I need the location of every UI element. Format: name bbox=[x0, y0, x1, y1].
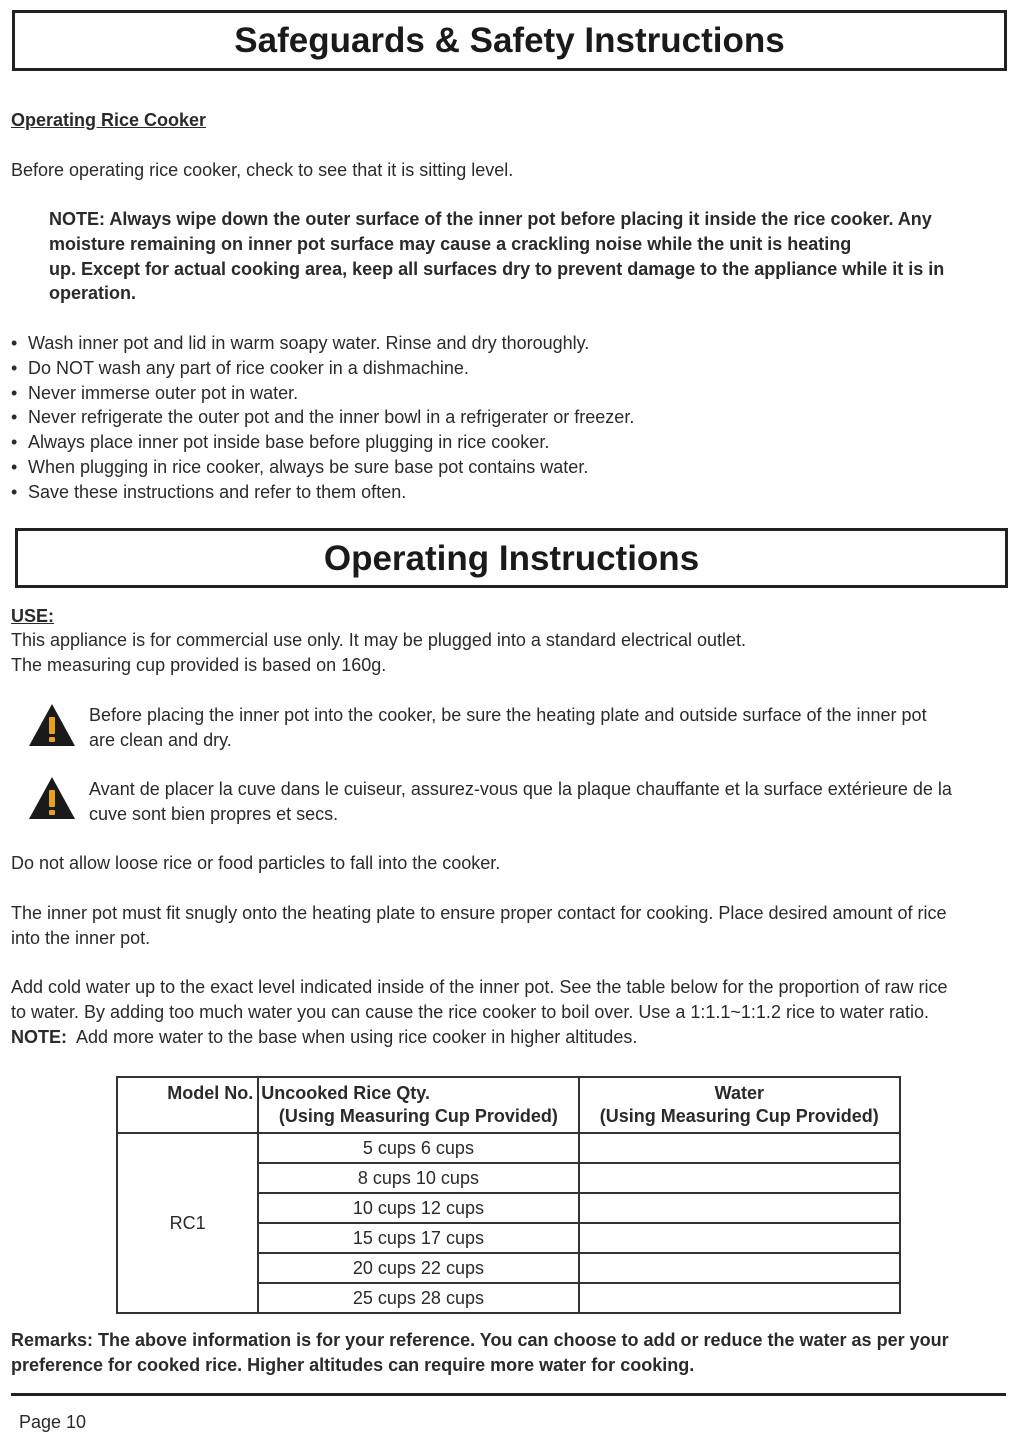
altitude-note bbox=[11, 1025, 637, 1050]
safeguards-title-box bbox=[12, 10, 1007, 71]
loose-rice-text: Do not allow loose rice or food particles to fall into the cooker. bbox=[11, 853, 501, 873]
model-no-header: Model No. bbox=[117, 1077, 258, 1133]
footer-divider bbox=[11, 1393, 1006, 1396]
water-line: Add cold water up to the exact level indicated inside of the inner pot. See the table below for the proportion of raw rice bbox=[11, 977, 948, 997]
rice-water-table bbox=[116, 1076, 901, 1314]
list-item: • Save these instructions and refer to them often. bbox=[11, 480, 634, 505]
safeguards-note bbox=[49, 207, 1009, 306]
list-item: • Always place inner pot inside base before plugging in rice cooker. bbox=[11, 430, 634, 455]
rice-qty-cell: 10 cups 12 cups bbox=[258, 1193, 578, 1223]
intro-text: Before operating rice cooker, check to see that it is sitting level. bbox=[11, 160, 514, 180]
operating-title: Operating Instructions bbox=[323, 539, 700, 578]
list-item: • Never refrigerate the outer pot and the inner bowl in a refrigerater or freezer. bbox=[11, 405, 634, 430]
operating-title-box bbox=[15, 528, 1008, 588]
rice-qty-header bbox=[258, 1077, 578, 1133]
remarks-line: Remarks: The above information is for your reference. You can choose to add or reduce the water as per your bbox=[11, 1330, 949, 1350]
rice-qty-cell: 15 cups 17 cups bbox=[258, 1223, 578, 1253]
safeguards-title: Safeguards & Safety Instructions bbox=[234, 21, 785, 60]
water-cell bbox=[579, 1223, 900, 1253]
rice-qty-cell: 8 cups 10 cups bbox=[258, 1163, 578, 1193]
inner-pot-line: The inner pot must fit snugly onto the heating plate to ensure proper contact for cooking. Place desired amount of rice bbox=[11, 903, 947, 923]
water-line: to water. By adding too much water you can cause the rice cooker to boil over. Use a 1:1.1~1:1.2 rice to water ratio. bbox=[11, 1002, 929, 1022]
water-cell bbox=[579, 1193, 900, 1223]
warning-icon bbox=[28, 776, 76, 820]
note-line: up. Except for actual cooking area, keep all surfaces dry to prevent damage to the appliance while it is in bbox=[49, 258, 945, 279]
warning-line: cuve sont bien propres et secs. bbox=[89, 803, 339, 824]
rice-qty-cell: 25 cups 28 cups bbox=[258, 1283, 578, 1313]
warning-line: are clean and dry. bbox=[89, 729, 232, 750]
use-line-commercial: This appliance is for commercial use only. It may be plugged into a standard electrical outlet. bbox=[11, 630, 747, 650]
warning-text-french bbox=[89, 777, 1009, 827]
water-header-line2: (Using Measuring Cup Provided) bbox=[599, 1106, 879, 1126]
remarks bbox=[11, 1328, 1011, 1378]
rice-qty-cell: 20 cups 22 cups bbox=[258, 1253, 578, 1283]
water-cell bbox=[579, 1283, 900, 1313]
note-line: moisture remaining on inner pot surface may cause a crackling noise while the unit is heating bbox=[49, 233, 852, 254]
use-line-measuring-cup: The measuring cup provided is based on 160g. bbox=[11, 655, 387, 675]
rice-qty-header-line2: (Using Measuring Cup Provided) bbox=[278, 1106, 558, 1126]
page-number: Page 10 bbox=[19, 1412, 87, 1432]
note-text: Add more water to the base when using rice cooker in higher altitudes. bbox=[76, 1027, 638, 1047]
water-cell bbox=[579, 1253, 900, 1283]
remarks-line: preference for cooked rice. Higher altitudes can require more water for cooking. bbox=[11, 1354, 695, 1375]
water-header-line1: Water bbox=[714, 1083, 764, 1103]
rice-qty-header-line1: Uncooked Rice Qty. bbox=[261, 1083, 430, 1103]
table-header-row bbox=[117, 1077, 900, 1133]
water-cell bbox=[579, 1163, 900, 1193]
list-item: • Do NOT wash any part of rice cooker in a dishmachine. bbox=[11, 356, 634, 381]
table-row bbox=[117, 1133, 900, 1163]
rice-qty-cell: 5 cups 6 cups bbox=[258, 1133, 578, 1163]
warning-icon bbox=[28, 703, 76, 747]
warning-line: Avant de placer la cuve dans le cuiseur, assurez-vous que la plaque chauffante et la surface extérieure de la bbox=[89, 779, 952, 799]
water-cell bbox=[579, 1133, 900, 1163]
note-line: operation. bbox=[49, 283, 137, 304]
list-item: • Never immerse outer pot in water. bbox=[11, 381, 634, 406]
use-heading: USE: bbox=[11, 606, 55, 626]
model-cell: RC1 bbox=[117, 1133, 258, 1313]
note-line: NOTE: Always wipe down the outer surface of the inner pot before placing it inside the rice cooker. Any bbox=[49, 209, 932, 229]
warning-text-english bbox=[89, 703, 1009, 753]
operating-rice-cooker-heading: Operating Rice Cooker bbox=[11, 110, 207, 130]
note-label: NOTE: bbox=[11, 1027, 67, 1047]
inner-pot-line: into the inner pot. bbox=[11, 928, 151, 948]
list-item: • Wash inner pot and lid in warm soapy water. Rinse and dry thoroughly. bbox=[11, 331, 634, 356]
water-header bbox=[579, 1077, 900, 1133]
warning-line: Before placing the inner pot into the cooker, be sure the heating plate and outside surface of the inner pot bbox=[89, 705, 927, 725]
list-item: • When plugging in rice cooker, always be sure base pot contains water. bbox=[11, 455, 634, 480]
safeguards-bullet-list bbox=[11, 331, 634, 505]
